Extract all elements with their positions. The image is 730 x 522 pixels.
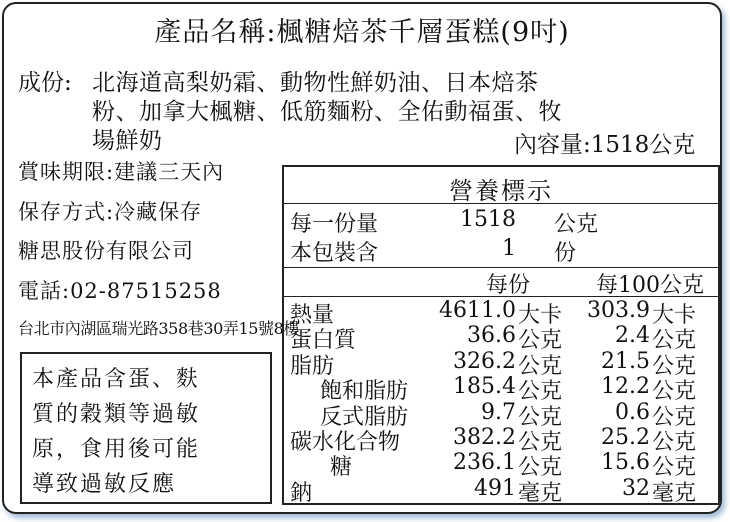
per-100g-unit: 公克 (652, 404, 697, 430)
per-100g-unit: 大卡 (652, 303, 697, 328)
per-serving-value: 185.4 (453, 374, 516, 400)
table-divider (284, 296, 718, 297)
per-serving-unit: 公克 (518, 430, 563, 455)
nutrition-facts-table (282, 165, 720, 505)
per-serving-unit: 公克 (518, 379, 563, 405)
per-serving-unit: 毫克 (518, 480, 563, 506)
per-100g-unit: 公克 (652, 430, 697, 455)
allergy-warning-line: 原，食用後可能 (32, 437, 201, 462)
phone-number: 電話:02-87515258 (18, 279, 222, 303)
per-serving-unit: 公克 (518, 353, 563, 379)
per-100g-value: 303.9 (587, 298, 650, 323)
per-serving-value: 36.6 (467, 323, 516, 349)
allergy-warning-line: 本產品含蛋、麩 (32, 367, 201, 392)
per-100g-value: 21.5 (601, 348, 650, 374)
per-100g-value: 15.6 (601, 450, 650, 476)
per-serving-value: 491 (474, 475, 516, 501)
table-divider (284, 203, 718, 204)
company-name: 糖思股份有限公司 (18, 239, 194, 263)
serving-size-label: 每一份量 (290, 212, 379, 237)
ingredients-line: 粉、加拿大楓糖、低筋麵粉、全佑動福蛋、牧 (92, 99, 562, 125)
servings-label: 本包裝含 (290, 241, 379, 266)
per-100g-unit: 公克 (652, 455, 697, 481)
per-100g-unit: 公克 (652, 353, 697, 379)
per-serving-unit: 大卡 (518, 303, 563, 328)
per-100g-value: 32 (622, 475, 650, 501)
per-serving-value: 9.7 (481, 399, 516, 425)
per-100g-value: 2.4 (615, 323, 650, 349)
per-100g-value: 12.2 (601, 374, 650, 400)
nutrient-label: 蛋白質 (290, 328, 357, 354)
per-serving-value: 4611.0 (439, 298, 516, 323)
per-serving-value: 382.2 (453, 425, 516, 450)
product-title: 產品名稱:楓糖焙茶千層蛋糕(9吋) (154, 17, 570, 48)
per-100g-unit: 毫克 (652, 480, 697, 506)
servings-unit: 份 (554, 241, 577, 266)
nutrient-label: 脂肪 (290, 353, 335, 379)
serving-size-unit: 公克 (554, 212, 599, 237)
per-100g-value: 25.2 (601, 425, 650, 450)
per-serving-unit: 公克 (518, 328, 563, 354)
per-100g-unit: 公克 (652, 328, 697, 354)
per-serving-value: 326.2 (453, 348, 516, 374)
per-100g-unit: 公克 (652, 379, 697, 405)
column-header-per-serving: 每份 (486, 273, 531, 298)
nutrient-label: 糖 (330, 455, 353, 481)
company-address: 台北市內湖區瑞光路358巷30弄15號8樓 (18, 319, 300, 338)
product-label (2, 2, 722, 514)
per-100g-value: 0.6 (615, 399, 650, 425)
per-serving-value: 236.1 (453, 450, 516, 476)
ingredients-label: 成份: (18, 70, 72, 96)
net-weight: 內容量:1518公克 (514, 132, 696, 158)
per-serving-unit: 公克 (518, 455, 563, 481)
nutrient-label: 反式脂肪 (320, 404, 409, 430)
per-serving-unit: 公克 (518, 404, 563, 430)
servings-value: 1 (502, 236, 516, 261)
allergy-warning-box (20, 352, 272, 504)
nutrient-label: 碳水化合物 (290, 430, 401, 455)
column-header-per-100g: 每100公克 (596, 273, 704, 298)
nutrient-label: 熱量 (290, 303, 335, 328)
allergy-warning-line: 質的穀類等過敏 (32, 402, 201, 427)
ingredients-line: 北海道高梨奶霜、動物性鮮奶油、日本焙茶 (92, 70, 539, 96)
serving-size-value: 1518 (460, 207, 516, 232)
nutrient-label: 鈉 (290, 480, 313, 506)
allergy-warning-line: 導致過敏反應 (32, 472, 177, 497)
storage-method: 保存方式:冷藏保存 (18, 200, 203, 224)
ingredients-line: 場鮮奶 (92, 128, 163, 154)
shelf-life: 賞味期限:建議三天內 (18, 160, 225, 184)
nutrition-title: 營養標示 (449, 177, 553, 205)
nutrient-label: 飽和脂肪 (320, 379, 409, 405)
